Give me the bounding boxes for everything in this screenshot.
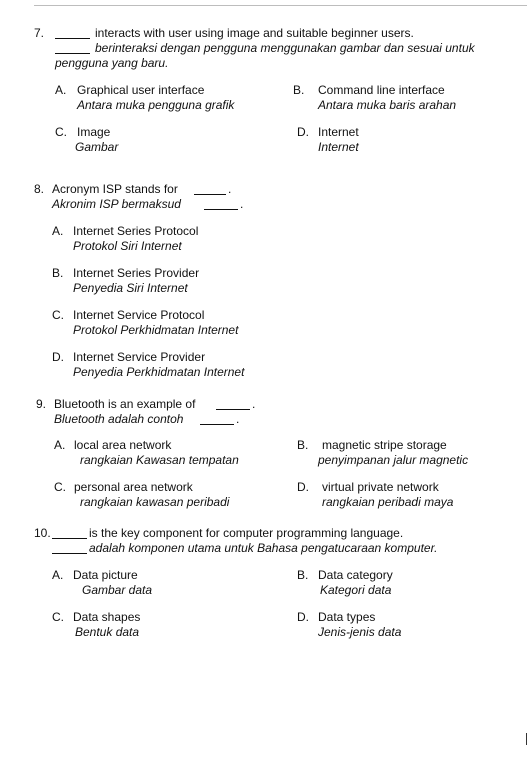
- option-text-en: Internet: [318, 125, 359, 139]
- question-number: 9.: [36, 397, 47, 411]
- option-text-ms: Antara muka baris arahan: [318, 98, 457, 112]
- answer-blank: [204, 198, 238, 210]
- option-letter: D.: [297, 480, 309, 494]
- option-text-en: Data category: [318, 568, 393, 582]
- option-text-en: virtual private network: [322, 480, 439, 494]
- question-stem-ms: berinteraksi dengan pengguna menggunakan gambar dan sesuai untuk: [95, 41, 475, 55]
- option-letter: A.: [52, 224, 64, 238]
- option-text-ms: Antara muka pengguna grafik: [77, 98, 235, 112]
- option-text-en: Internet Service Provider: [73, 350, 206, 364]
- question-number: 8.: [34, 182, 45, 196]
- answer-blank: [52, 542, 87, 554]
- answer-blank: [194, 183, 226, 195]
- option-text-ms: Penyedia Perkhidmatan Internet: [73, 365, 245, 379]
- option-text-ms: Protokol Siri Internet: [73, 239, 182, 253]
- option-text-en: personal area network: [74, 480, 193, 494]
- option-letter: B.: [297, 568, 309, 582]
- option-text-ms: rangkaian Kawasan tempatan: [80, 453, 239, 467]
- option-text-en: Command line interface: [318, 83, 445, 97]
- option-text-en: Graphical user interface: [77, 83, 205, 97]
- question-stem-ms: Bluetooth adalah contoh: [54, 412, 184, 426]
- option-letter: B.: [52, 266, 64, 280]
- option-letter: C.: [54, 480, 66, 494]
- option-text-ms: Gambar: [75, 140, 119, 154]
- question-stem-ms: Akronim ISP bermaksud: [52, 197, 181, 211]
- option-text-ms: Bentuk data: [75, 625, 140, 639]
- option-letter: A.: [54, 438, 66, 452]
- option-text-ms: Gambar data: [82, 583, 153, 597]
- question-stem-ms: adalah komponen utama untuk Bahasa pengatucaraan komputer.: [89, 541, 438, 555]
- answer-blank: [55, 42, 90, 54]
- option-text-en: Internet Series Provider: [73, 266, 200, 280]
- option-letter: B.: [293, 83, 305, 97]
- option-text-en: magnetic stripe storage: [322, 438, 447, 452]
- option-text-en: Internet Series Protocol: [73, 224, 199, 238]
- question-stem-en: Acronym ISP stands for: [52, 182, 178, 196]
- answer-blank: [200, 413, 234, 425]
- option-letter: B.: [297, 438, 309, 452]
- option-text-ms: Kategori data: [320, 583, 392, 597]
- option-text-ms: rangkaian kawasan peribadi: [80, 495, 230, 509]
- option-text-ms: Jenis-jenis data: [318, 625, 402, 639]
- option-letter: C.: [52, 610, 64, 624]
- option-text-ms: rangkaian peribadi maya: [322, 495, 454, 509]
- option-letter: D.: [297, 610, 309, 624]
- option-text-ms: Internet: [318, 140, 359, 154]
- option-text-ms: Protokol Perkhidmatan Internet: [73, 323, 239, 337]
- option-letter: A.: [52, 568, 64, 582]
- option-letter: A.: [55, 83, 67, 97]
- question-stem-en: is the key component for computer programming language.: [89, 526, 404, 540]
- option-letter: D.: [52, 350, 64, 364]
- option-text-en: local area network: [74, 438, 172, 452]
- top-rule: [34, 5, 527, 6]
- option-letter: C.: [55, 125, 67, 139]
- option-text-ms: penyimpanan jalur magnetic: [318, 453, 469, 467]
- question-stem-ms-continued: pengguna yang baru.: [55, 56, 169, 70]
- answer-blank: [216, 398, 250, 410]
- question-number: 10.: [34, 526, 51, 540]
- option-text-en: Data shapes: [73, 610, 141, 624]
- question-stem-en: Bluetooth is an example of: [54, 397, 196, 411]
- option-letter: C.: [52, 308, 64, 322]
- option-text-en: Image: [77, 125, 111, 139]
- question-number: 7.: [34, 26, 45, 40]
- option-text-ms: Penyedia Siri Internet: [73, 281, 188, 295]
- option-text-en: Data picture: [73, 568, 138, 582]
- page-edge-mark: [522, 733, 527, 745]
- option-letter: D.: [297, 125, 309, 139]
- question-stem-en: interacts with user using image and suitable beginner users.: [95, 26, 414, 40]
- answer-blank: [52, 527, 87, 539]
- option-text-en: Data types: [318, 610, 376, 624]
- option-text-en: Internet Service Protocol: [73, 308, 205, 322]
- answer-blank: [55, 27, 90, 39]
